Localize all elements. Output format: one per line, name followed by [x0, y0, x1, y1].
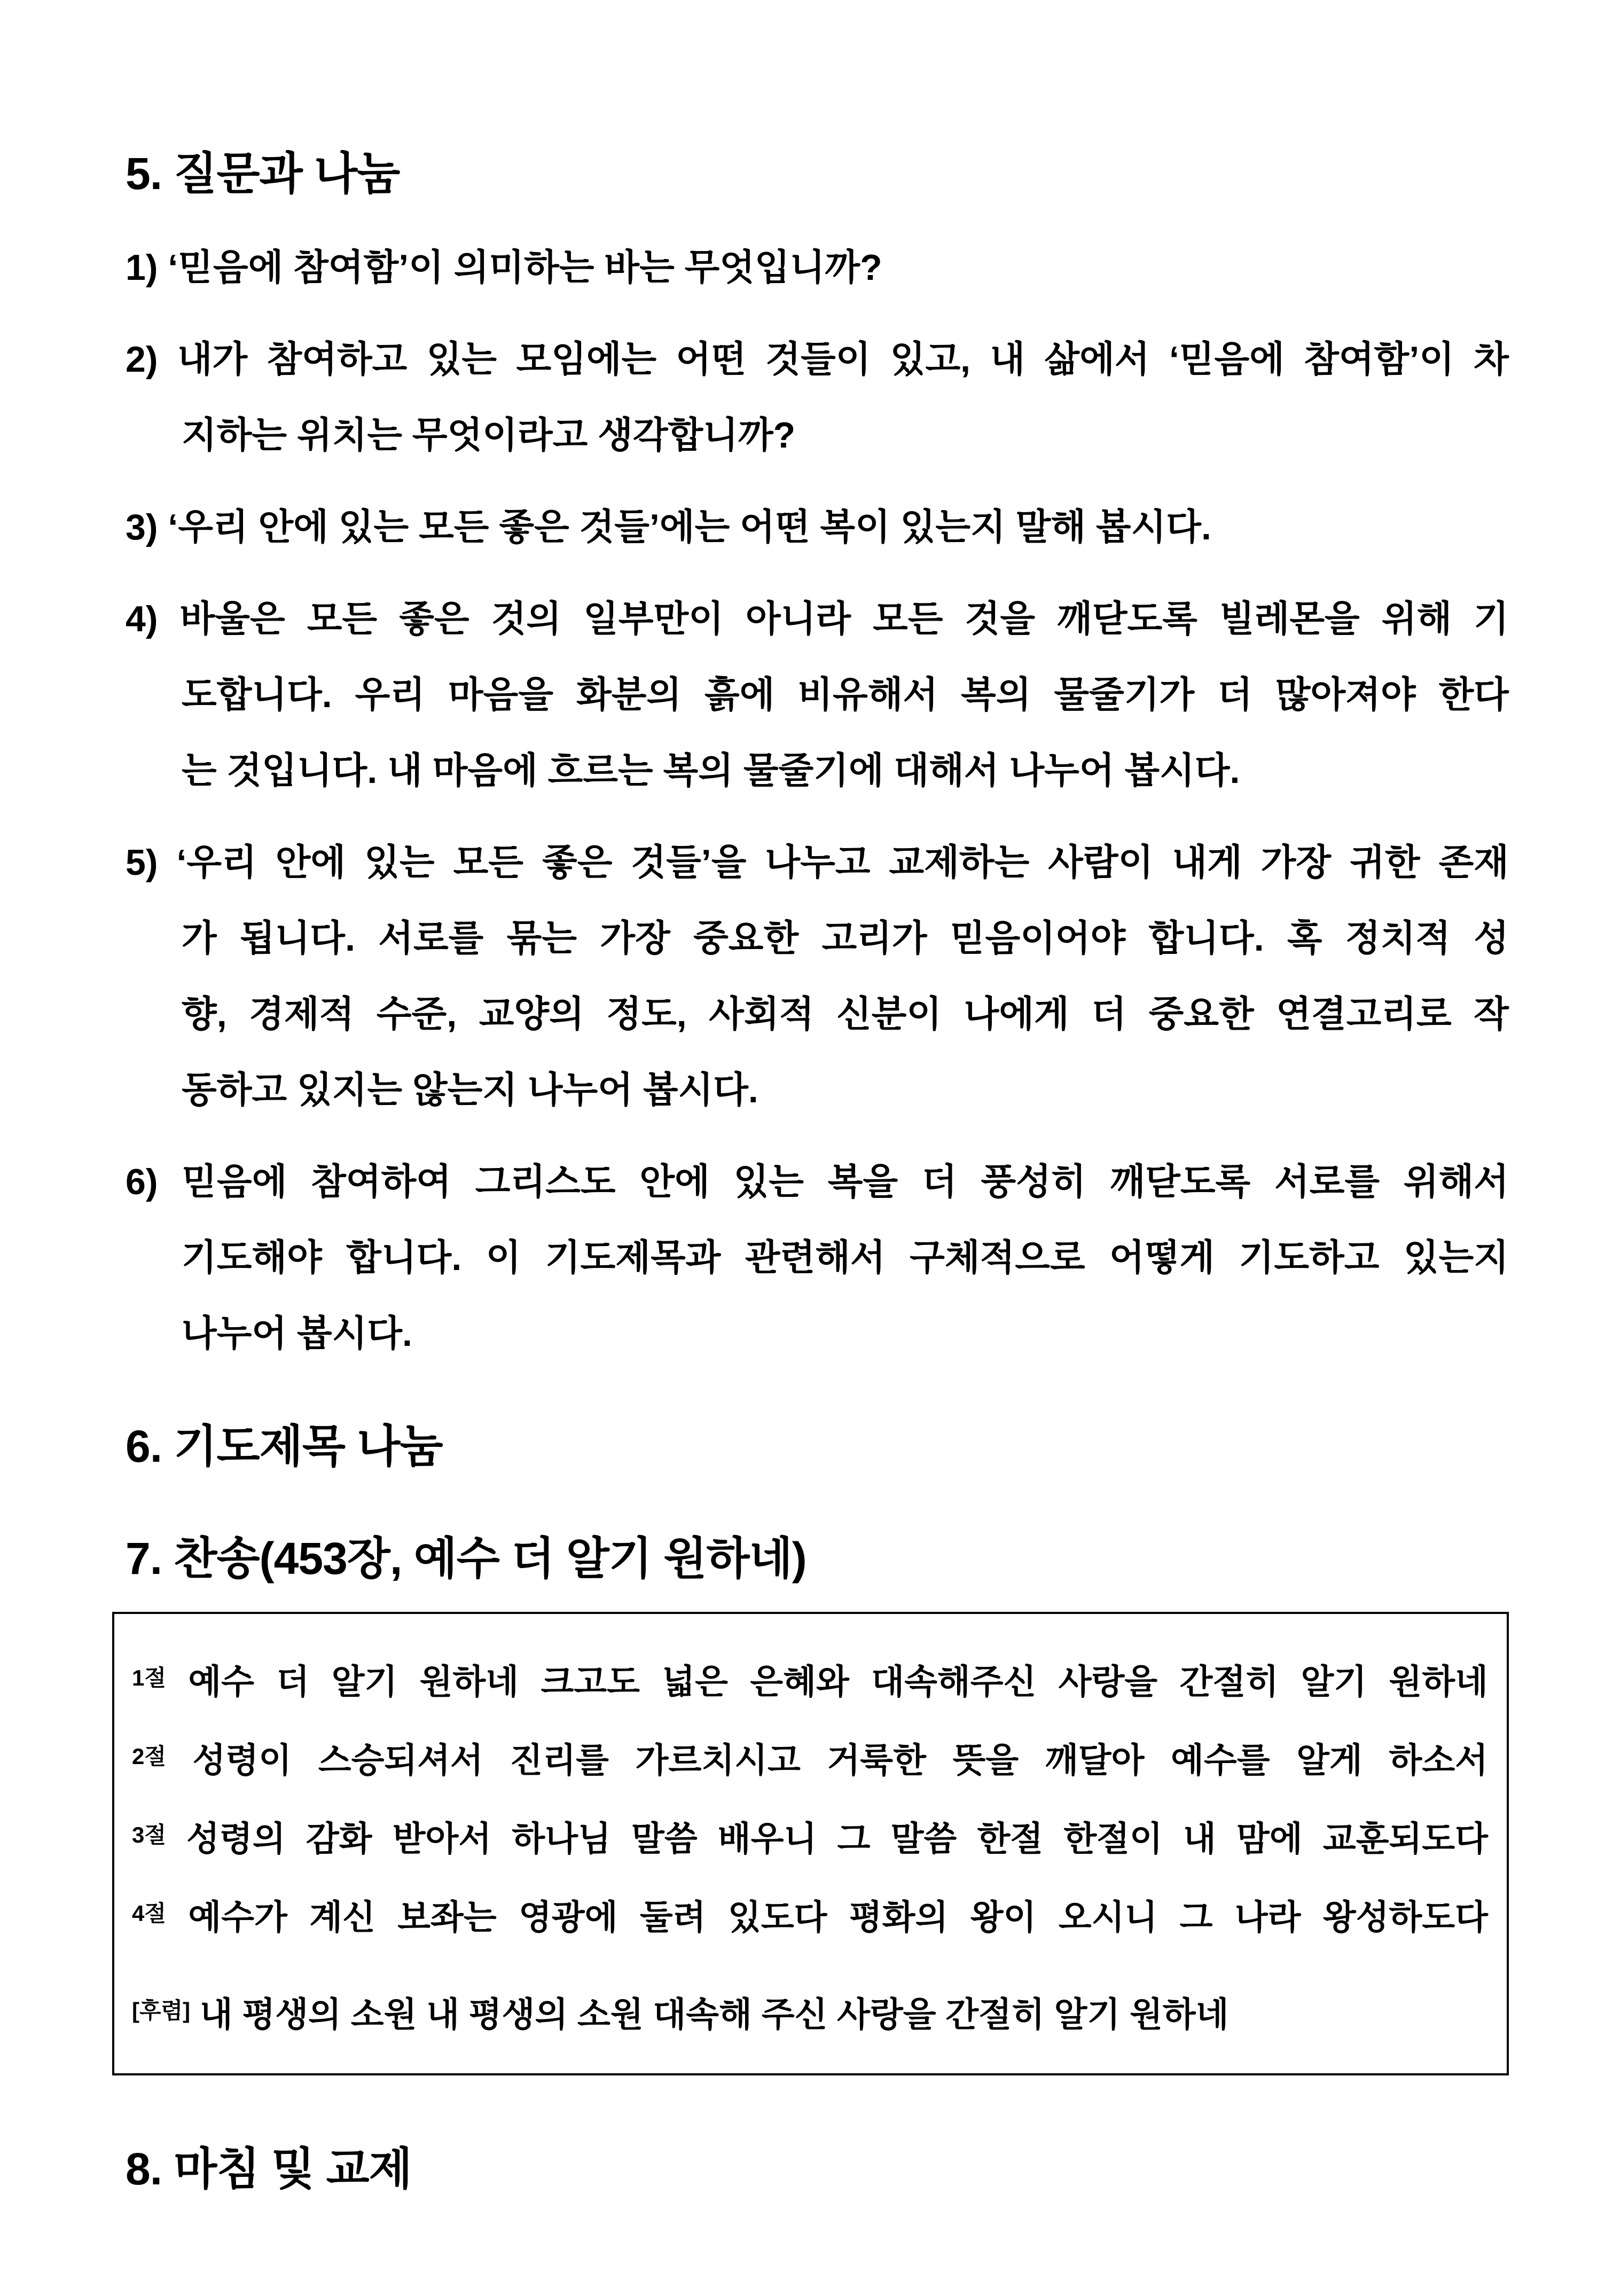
verse-4-text: 예수가 계신 보좌는 영광에 둘려 있도다 평화의 왕이 오시니 그 나라 왕성하도다: [188, 1898, 1488, 1937]
question-item-4: [126, 581, 1509, 809]
question-line: 지하는 위치는 무엇이라고 생각합니까?: [182, 415, 796, 456]
verse-4-label: 4절: [132, 1901, 166, 1926]
question-list: [126, 230, 1509, 1372]
question-text: ‘우리 안에 있는 모든 좋은 것들’에는 어떤 복이 있는지 말해 봅시다.: [168, 507, 1211, 547]
verse-3-label: 3절: [132, 1822, 166, 1847]
hymn-verse-1: [132, 1641, 1488, 1719]
refrain-text: 내 평생의 소원 내 평생의 소원 대속해 주신 사랑을 간절히 알기 원하네: [199, 1995, 1229, 2034]
hymn-verse-2: [132, 1719, 1488, 1798]
verse-1-label: 1절: [132, 1665, 166, 1690]
question-line: 기도해야 합니다. 이 기도제목과 관련해서 구체적으로 어떻게 기도하고 있는지: [182, 1237, 1509, 1278]
section-5-heading: 5. 질문과 나눔: [126, 148, 400, 199]
question-prefix: 1): [126, 247, 158, 288]
section-7-heading: 7. 찬송(453장, 예수 더 알기 원하네): [126, 1533, 806, 1584]
verse-1-text: 예수 더 알기 원하네 크고도 넓은 은혜와 대속해주신 사랑을 간절히 알기 원하네: [188, 1663, 1488, 1701]
question-text: ‘믿음에 참여함’이 의미하는 바는 무엇입니까?: [168, 247, 882, 288]
verse-3-text: 성령의 감화 받아서 하나님 말씀 배우니 그 말씀 한절 한절이 내 맘에 교훈되도다: [186, 1820, 1489, 1858]
question-text: 내가 참여하고 있는 모임에는 어떤 것들이 있고, 내 삶에서 ‘믿음에 참여함’이 차: [177, 339, 1509, 380]
question-item-6: [126, 1144, 1509, 1372]
question-prefix: 4): [126, 599, 158, 639]
hymn-verse-3: [132, 1798, 1488, 1876]
question-line: [126, 1144, 1509, 1220]
question-line: [126, 322, 1509, 397]
verse-2-label: 2절: [132, 1744, 166, 1769]
question-prefix: 5): [126, 842, 158, 883]
question-text: 바울은 모든 좋은 것의 일부만이 아니라 모든 것을 깨닫도록 빌레몬을 위해 기: [179, 599, 1509, 639]
question-prefix: 2): [126, 339, 158, 380]
question-text: 믿음에 참여하여 그리스도 안에 있는 복을 더 풍성히 깨닫도록 서로를 위해서: [182, 1162, 1509, 1202]
hymn-lyrics-box: [112, 1612, 1509, 2075]
question-item-3: [126, 489, 1509, 565]
question-line: [126, 230, 1509, 305]
refrain-label: [후렴]: [132, 1998, 191, 2023]
section-6-heading: 6. 기도제목 나눔: [126, 1421, 443, 1471]
question-text: ‘우리 안에 있는 모든 좋은 것들’을 나누고 교제하는 사람이 내게 가장 귀한 존재: [176, 842, 1509, 883]
question-item-2: [126, 322, 1509, 473]
question-line: 도합니다. 우리 마음을 화분의 흙에 비유해서 복의 물줄기가 더 많아져야 한다: [182, 675, 1509, 715]
question-line: [126, 581, 1509, 657]
question-line: 는 것입니다. 내 마음에 흐르는 복의 물줄기에 대해서 나누어 봅시다.: [182, 750, 1240, 791]
question-line: 나누어 봅시다.: [182, 1313, 412, 1354]
verse-2-text: 성령이 스승되셔서 진리를 가르치시고 거룩한 뜻을 깨달아 예수를 알게 하소서: [192, 1741, 1488, 1780]
question-line: [126, 489, 1509, 565]
hymn-verse-4: [132, 1876, 1488, 1955]
question-prefix: 6): [126, 1162, 158, 1202]
hymn-refrain: [132, 1973, 1488, 2052]
section-8-heading: 8. 마침 및 교제: [126, 2144, 412, 2194]
question-line: 동하고 있지는 않는지 나누어 봅시다.: [182, 1070, 758, 1110]
question-line: [126, 825, 1509, 900]
question-item-1: [126, 230, 1509, 305]
question-line: 가 됩니다. 서로를 묶는 가장 중요한 고리가 믿음이어야 합니다. 혹 정치적 성: [182, 918, 1509, 959]
question-line: 향, 경제적 수준, 교양의 정도, 사회적 신분이 나에게 더 중요한 연결고리로 작: [182, 994, 1509, 1035]
question-prefix: 3): [126, 507, 158, 547]
question-item-5: [126, 825, 1509, 1128]
